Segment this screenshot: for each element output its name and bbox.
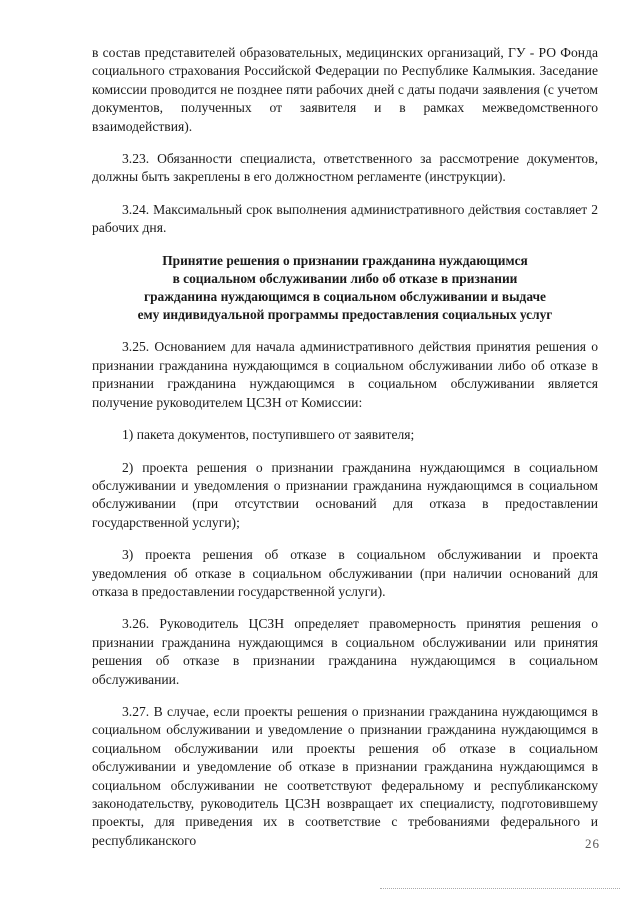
paragraph-3-25: 3.25. Основанием для начала административного действия принятия решения о признании гражданина нуждающимся в социальном обслуживании либо об отказе в признании гражданина нуждающимся в социальном обслуживании является получение руководителем ЦСЗН от Комиссии: <box>92 339 598 410</box>
heading-line: гражданина нуждающимся в социальном обслуживании и выдаче <box>144 289 546 305</box>
page-number: 26 <box>585 836 600 851</box>
paragraph-intro: в состав представителей образовательных, медицинских организаций, ГУ - РО Фонда социального страхования Российской Федерации по Республике Калмыкия. Заседание комиссии проводится не позднее пяти рабочих дней с даты подачи заявления (с учетом документов, полученных от заявителя и в рамках межведомственного взаимодействия). <box>92 45 598 134</box>
scan-edge-divider <box>380 888 620 889</box>
paragraph-3-27: 3.27. В случае, если проекты решения о признании гражданина нуждающимся в социальном обслуживании и уведомление о признании гражданина нуждающимся в социальном обслуживании или проекты решения об отказе в социальном обслуживании и уведомление об отказе в признании гражданина нуждающимся в социальном обслуживании не соответствуют федеральному и республиканскому законодательству, руководитель ЦСЗН возвращает их специалисту, подготовившему проекты, для приведения их в соответствие с требованиями федерального и республиканского <box>92 703 598 848</box>
paragraph-3-24: 3.24. Максимальный срок выполнения административного действия составляет 2 рабочих дня. <box>92 201 598 236</box>
document-page <box>92 44 598 864</box>
list-item-2: 2) проекта решения о признании гражданина нуждающимся в социальном обслуживании и уведомления о признании гражданина нуждающимся в социальном обслуживании (при отсутствии оснований для отказа в предоставлении государственной услуги); <box>92 459 598 530</box>
paragraph-3-23: 3.23. Обязанности специалиста, ответственного за рассмотрение документов, должны быть закреплены в его должностном регламенте (инструкции). <box>92 151 598 185</box>
list-item-3: 3) проекта решения об отказе в социальном обслуживании и проекта уведомления об отказе в социальном обслуживании (при наличии оснований для отказа в предоставлении государственной услуги). <box>92 547 598 599</box>
section-heading <box>92 252 598 325</box>
list-item-1: 1) пакета документов, поступившего от заявителя; <box>122 427 415 443</box>
paragraph-3-26: 3.26. Руководитель ЦСЗН определяет правомерность принятия решения о признании гражданина нуждающимся в социальном обслуживании или принятия решения об отказе в признании гражданина нуждающимся в социальном обслуживании. <box>92 616 598 687</box>
heading-line: в социальном обслуживании либо об отказе в признании <box>172 270 518 286</box>
heading-line: ему индивидуальной программы предоставления социальных услуг <box>137 307 553 323</box>
heading-line: Принятие решения о признании гражданина нуждающимся <box>162 252 528 268</box>
